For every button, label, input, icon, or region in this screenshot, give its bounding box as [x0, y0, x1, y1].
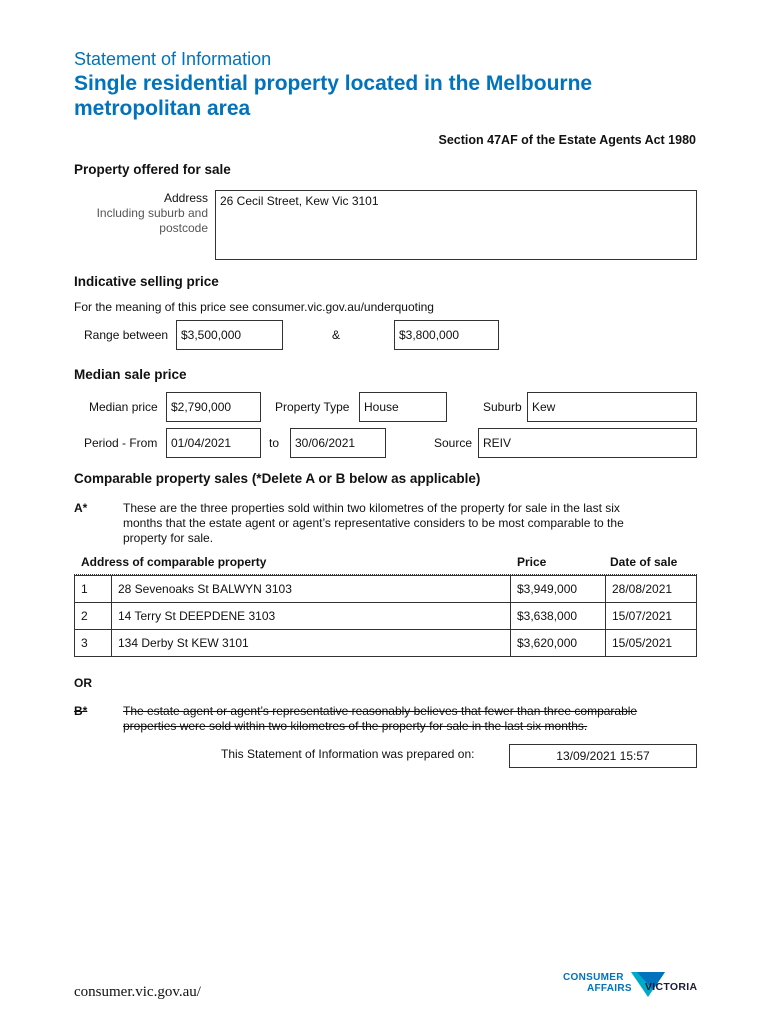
address-sublabel: Including suburb and [96, 206, 208, 220]
consumer-affairs-victoria-logo [563, 970, 703, 1000]
address-label: Address [163, 191, 208, 205]
option-a-text-line2: months that the estate agent or agent’s representative considers to be most comparable to the [123, 516, 624, 530]
indicative-heading: Indicative selling price [74, 274, 219, 289]
range-label: Range between [84, 328, 169, 342]
source-label: Source [434, 436, 473, 450]
row-address[interactable]: 14 Terry St DEEPDENE 3103 [112, 603, 511, 630]
address-sublabel-postcode: postcode [159, 221, 208, 235]
period-to-field[interactable]: 30/06/2021 [290, 428, 386, 458]
median-heading: Median sale price [74, 367, 187, 382]
comparable-sales-table [74, 575, 697, 657]
median-price-label: Median price [89, 400, 158, 414]
median-price-field[interactable]: $2,790,000 [166, 392, 261, 422]
document-supertitle: Statement of Information [74, 49, 272, 69]
logo-line-victoria: VICTORIA [645, 981, 698, 993]
column-header-address: Address of comparable property [81, 555, 267, 569]
property-heading: Property offered for sale [74, 162, 231, 177]
period-from-label: Period - From [84, 436, 158, 450]
price-low-field[interactable]: $3,500,000 [176, 320, 283, 350]
prepared-on-field[interactable]: 13/09/2021 15:57 [509, 744, 697, 768]
table-row [75, 630, 697, 657]
range-ampersand: & [332, 328, 341, 342]
footer-url[interactable]: consumer.vic.gov.au/ [74, 984, 201, 1000]
option-b-marker: B* [74, 704, 88, 718]
property-type-label: Property Type [275, 400, 350, 414]
option-a-text-line3: property for sale. [123, 531, 214, 545]
logo-line-consumer: CONSUMER [563, 972, 624, 983]
option-a-marker: A* [74, 501, 88, 515]
option-b-text-line2: properties were sold within two kilometres of the property for sale in the last six months. [123, 719, 588, 733]
comparable-heading: Comparable property sales (*Delete A or B below as applicable) [74, 471, 481, 486]
source-field[interactable]: REIV [478, 428, 697, 458]
or-separator: OR [74, 676, 92, 690]
period-to-label: to [269, 436, 280, 450]
property-type-field[interactable]: House [359, 392, 447, 422]
row-number: 3 [75, 630, 112, 657]
table-row [75, 603, 697, 630]
row-date[interactable]: 28/08/2021 [606, 576, 697, 603]
row-date[interactable]: 15/07/2021 [606, 603, 697, 630]
suburb-label: Suburb [483, 400, 522, 414]
address-field[interactable]: 26 Cecil Street, Kew Vic 3101 [215, 190, 697, 260]
option-a-text: These are the three properties sold within two kilometres of the property for sale in the last six [123, 501, 620, 515]
period-from-field[interactable]: 01/04/2021 [166, 428, 261, 458]
section-reference: Section 47AF of the Estate Agents Act 1980 [438, 133, 696, 147]
column-header-date: Date of sale [610, 555, 678, 569]
price-high-field[interactable]: $3,800,000 [394, 320, 499, 350]
row-date[interactable]: 15/05/2021 [606, 630, 697, 657]
prepared-on-label: This Statement of Information was prepared on: [221, 747, 475, 761]
row-address[interactable]: 134 Derby St KEW 3101 [112, 630, 511, 657]
row-price[interactable]: $3,638,000 [511, 603, 606, 630]
row-number: 1 [75, 576, 112, 603]
suburb-field[interactable]: Kew [527, 392, 697, 422]
row-price[interactable]: $3,949,000 [511, 576, 606, 603]
row-address[interactable]: 28 Sevenoaks St BALWYN 3103 [112, 576, 511, 603]
table-row [75, 576, 697, 603]
indicative-note: For the meaning of this price see consumer.vic.gov.au/underquoting [74, 300, 434, 314]
row-price[interactable]: $3,620,000 [511, 630, 606, 657]
document-title: Single residential property located in the Melbourne metropolitan area [74, 72, 593, 120]
row-number: 2 [75, 603, 112, 630]
column-header-price: Price [517, 555, 547, 569]
logo-line-affairs: AFFAIRS [587, 983, 632, 994]
option-b-text: The estate agent or agent’s representative reasonably believes that fewer than three comparable [123, 704, 638, 718]
